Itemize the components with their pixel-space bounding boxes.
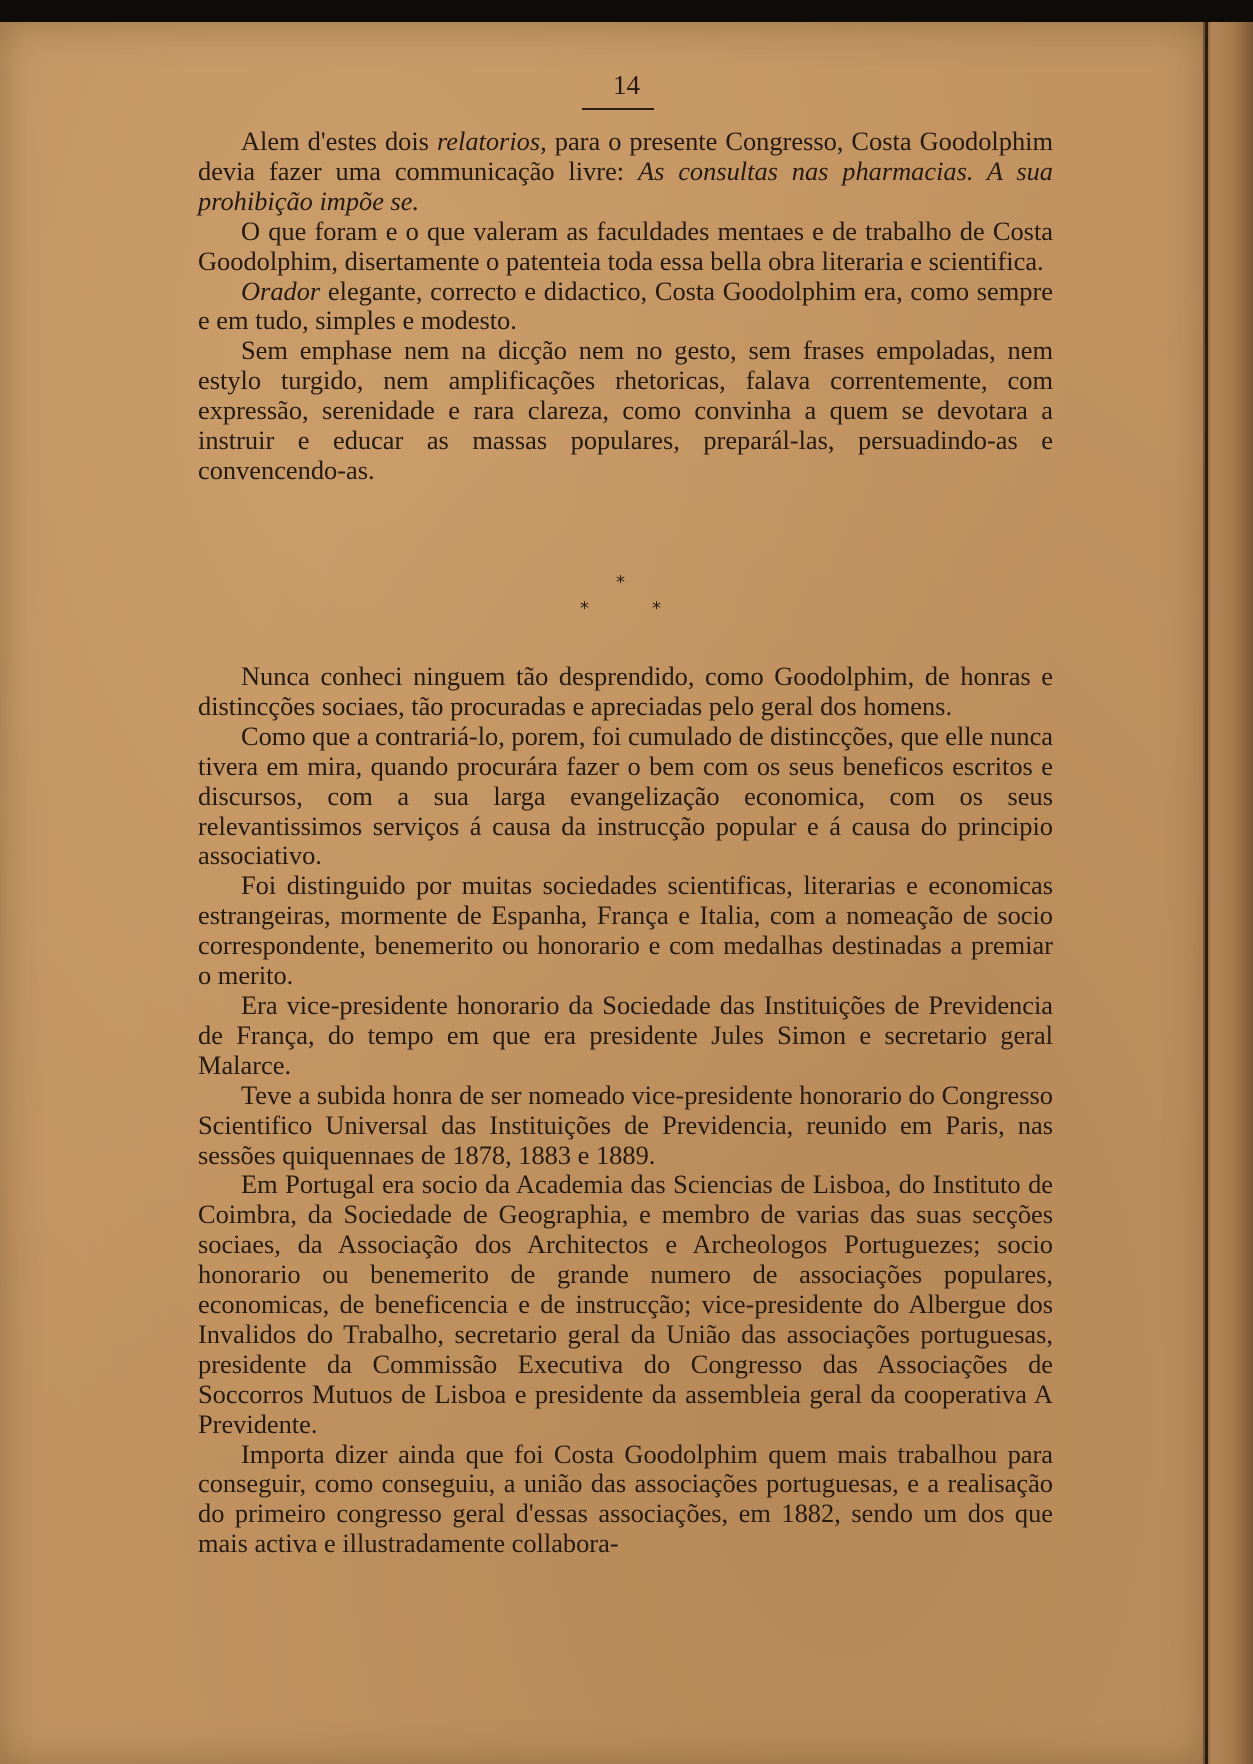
paragraph: Sem emphase nem na dicção nem no gesto, sem frases empoladas, nem estylo turgido, nem amplificações rhetoricas, falava correntemente, com expressão, serenidade e rara clareza, como convinha a quem se devotara a instruir e educar as massas populares, preparál-las, persuadindo-as e convencendo-as. [198,335,1053,485]
paragraph: Nunca conheci ninguem tão desprendido, como Goodolphim, de honras e distincções sociaes, tão procuradas e apreciadas pelo geral dos homens. [198,661,1053,721]
fold-line [1205,22,1208,1764]
page-fold [1203,22,1253,1764]
paragraph: Orador elegante, correcto e didactico, Costa Goodolphim era, como sempre e em tudo, simples e modesto. [198,275,1053,336]
page-number-rule [582,108,654,110]
separator-star-right: * [652,598,661,619]
separator-star-top: * [616,572,625,593]
text-section-2 [198,662,1053,1559]
paragraph: O que foram e o que valeram as faculdades mentaes e de trabalho de Costa Goodolphim, disertamente o patenteia toda essa bella obra literaria e scientifica. [198,215,1053,276]
paragraph: Teve a subida honra de ser nomeado vice-presidente honorario do Congresso Scientifico Universal das Instituições de Previdencia, reunido em Paris, nas sessões quiquennaes de 1878, 1883 e 1889. [198,1079,1053,1170]
paragraph: Em Portugal era socio da Academia das Sciencias de Lisboa, do Instituto de Coimbra, da Sociedade de Geographia, e membro de varias das suas secções sociaes, da Associação dos Architectos e Archeologos Portuguezes; socio honorario ou benemerito de grande numero de associações populares, economicas, de beneficencia e de instrucção; vice-presidente do Albergue dos Invalidos do Trabalho, secretario geral da União das associações portuguesas, presidente da Commissão Executiva do Congresso das Associações de Soccorros Mutuos de Lisboa e presidente da assembleia geral da cooperativa A Previdente. [198,1169,1053,1439]
page-number: 14 [613,70,640,100]
paragraph: Como que a contrariá-lo, porem, foi cumulado de distincções, que elle nunca tivera em mira, quando procurára fazer o bem com os seus beneficos escritos e discursos, com a sua larga evangelização economica, com os seus relevantissimos serviços á causa da instrucção popular e á causa do principio associativo. [198,720,1053,871]
paragraph: Importa dizer ainda que foi Costa Goodolphim quem mais trabalhou para conseguir, como conseguiu, a união das associações portuguesas, e a realisação do primeiro congresso geral d'essas associações, em 1882, sendo um dos que mais activa e illustradamente collabora- [198,1438,1053,1559]
paragraph: Foi distinguido por muitas sociedades scientificas, literarias e economicas estrangeiras, mormente de Espanha, França e Italia, com a nomeação de socio correspondente, benemerito ou honorario e com medalhas destinadas a premiar o merito. [198,870,1053,991]
text-section-1 [198,127,1053,486]
paragraph: Era vice-presidente honorario da Sociedade das Instituições de Previdencia de França, do tempo em que era presidente Jules Simon e secretario geral Malarce. [198,989,1053,1080]
separator-star-left: * [580,598,589,619]
paragraph: Alem d'estes dois relatorios, para o presente Congresso, Costa Goodolphim devia fazer uma communicação livre: As consultas nas pharmacias. A sua prohibição impõe se. [198,126,1053,216]
